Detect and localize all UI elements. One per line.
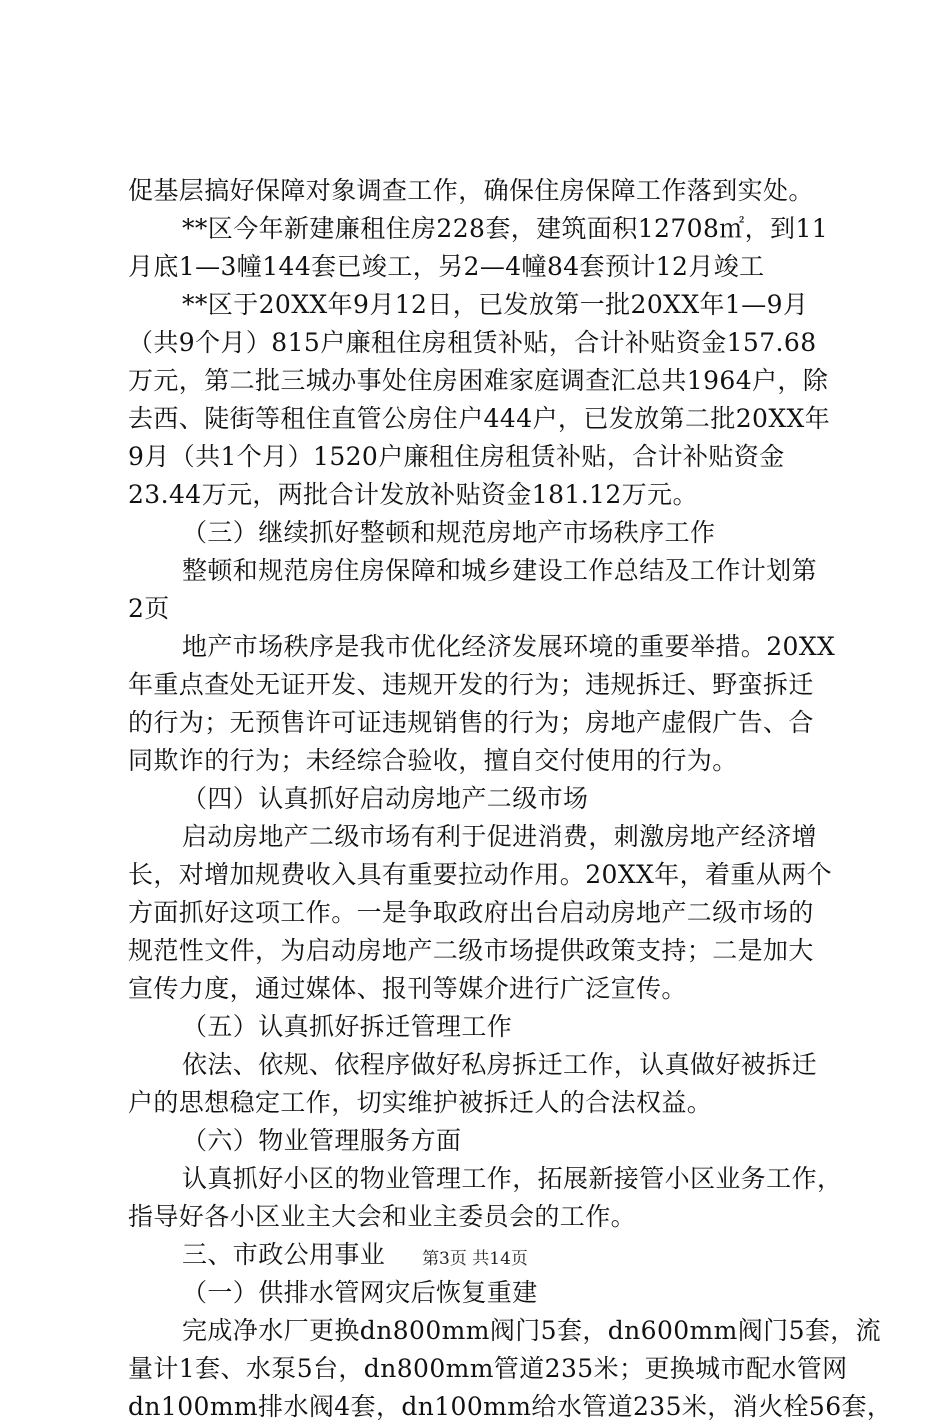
text-line: 量计1套、水泵5台，dn800mm管道235米；更换城市配水管网 — [128, 1354, 848, 1383]
text-line: 9月（共1个月）1520户廉租住房租赁补贴，合计补贴资金 — [128, 442, 785, 471]
text-line: 长，对增加规费收入具有重要拉动作用。20XX年，着重从两个 — [128, 860, 833, 889]
section-heading: （三）继续抓好整顿和规范房地产市场秩序工作 — [182, 518, 716, 547]
text-line: 年重点查处无证开发、违规开发的行为；违规拆迁、野蛮拆迁 — [128, 670, 814, 699]
text-line: 户的思想稳定工作，切实维护被拆迁人的合法权益。 — [128, 1088, 713, 1117]
text-line: 指导好各小区业主大会和业主委员会的工作。 — [128, 1202, 637, 1231]
text-line: 认真抓好小区的物业管理工作，拓展新接管小区业务工作， — [182, 1164, 843, 1193]
text-line: 的行为；无预售许可证违规销售的行为；房地产虚假广告、合 — [128, 708, 814, 737]
text-line: 促基层搞好保障对象调查工作，确保住房保障工作落到实处。 — [128, 176, 814, 205]
text-line: 整顿和规范房住房保障和城乡建设工作总结及工作计划第 — [182, 556, 818, 585]
section-heading: （一）供排水管网灾后恢复重建 — [182, 1278, 538, 1307]
document-body — [128, 172, 893, 1426]
text-line: 去西、陡街等租住直管公房住户444户，已发放第二批20XX年 — [128, 404, 831, 433]
text-line: 地产市场秩序是我市优化经济发展环境的重要举措。20XX — [182, 632, 836, 661]
text-line: 方面抓好这项工作。一是争取政府出台启动房地产二级市场的 — [128, 898, 814, 927]
text-line: **区今年新建廉租住房228套，建筑面积12708㎡，到11 — [182, 214, 829, 243]
text-line: dn100mm排水阀4套，dn100mm给水管道235米，消火栓56套， — [128, 1392, 893, 1421]
text-line: 宣传力度，通过媒体、报刊等媒介进行广泛宣传。 — [128, 974, 687, 1003]
text-line: 同欺诈的行为；未经综合验收，擅自交付使用的行为。 — [128, 746, 738, 775]
text-line: （共9个月）815户廉租住房租赁补贴，合计补贴资金157.68 — [128, 328, 817, 357]
section-heading: （六）物业管理服务方面 — [182, 1126, 462, 1155]
text-line: 依法、依规、依程序做好私房拆迁工作，认真做好被拆迁 — [182, 1050, 818, 1079]
text-line: **区于20XX年9月12日，已发放第一批20XX年1—9月 — [182, 290, 809, 319]
section-heading: （五）认真抓好拆迁管理工作 — [182, 1012, 513, 1041]
section-heading: （四）认真抓好启动房地产二级市场 — [182, 784, 589, 813]
text-line: 完成净水厂更换dn800mm阀门5套，dn600mm阀门5套，流 — [182, 1316, 882, 1345]
text-line: 2页 — [128, 594, 170, 623]
text-line: 启动房地产二级市场有利于促进消费，刺激房地产经济增 — [182, 822, 818, 851]
text-line: 万元，第二批三城办事处住房困难家庭调查汇总共1964户，除 — [128, 366, 829, 395]
text-line: 规范性文件，为启动房地产二级市场提供政策支持；二是加大 — [128, 936, 814, 965]
text-line: 月底1—3幢144套已竣工，另2—4幢84套预计12月竣工 — [128, 252, 765, 281]
section-heading: 三、市政公用事业 — [182, 1240, 386, 1269]
text-line: 23.44万元，两批合计发放补贴资金181.12万元。 — [128, 480, 698, 509]
page-number-footer: 第3页 共14页 — [422, 1249, 528, 1269]
